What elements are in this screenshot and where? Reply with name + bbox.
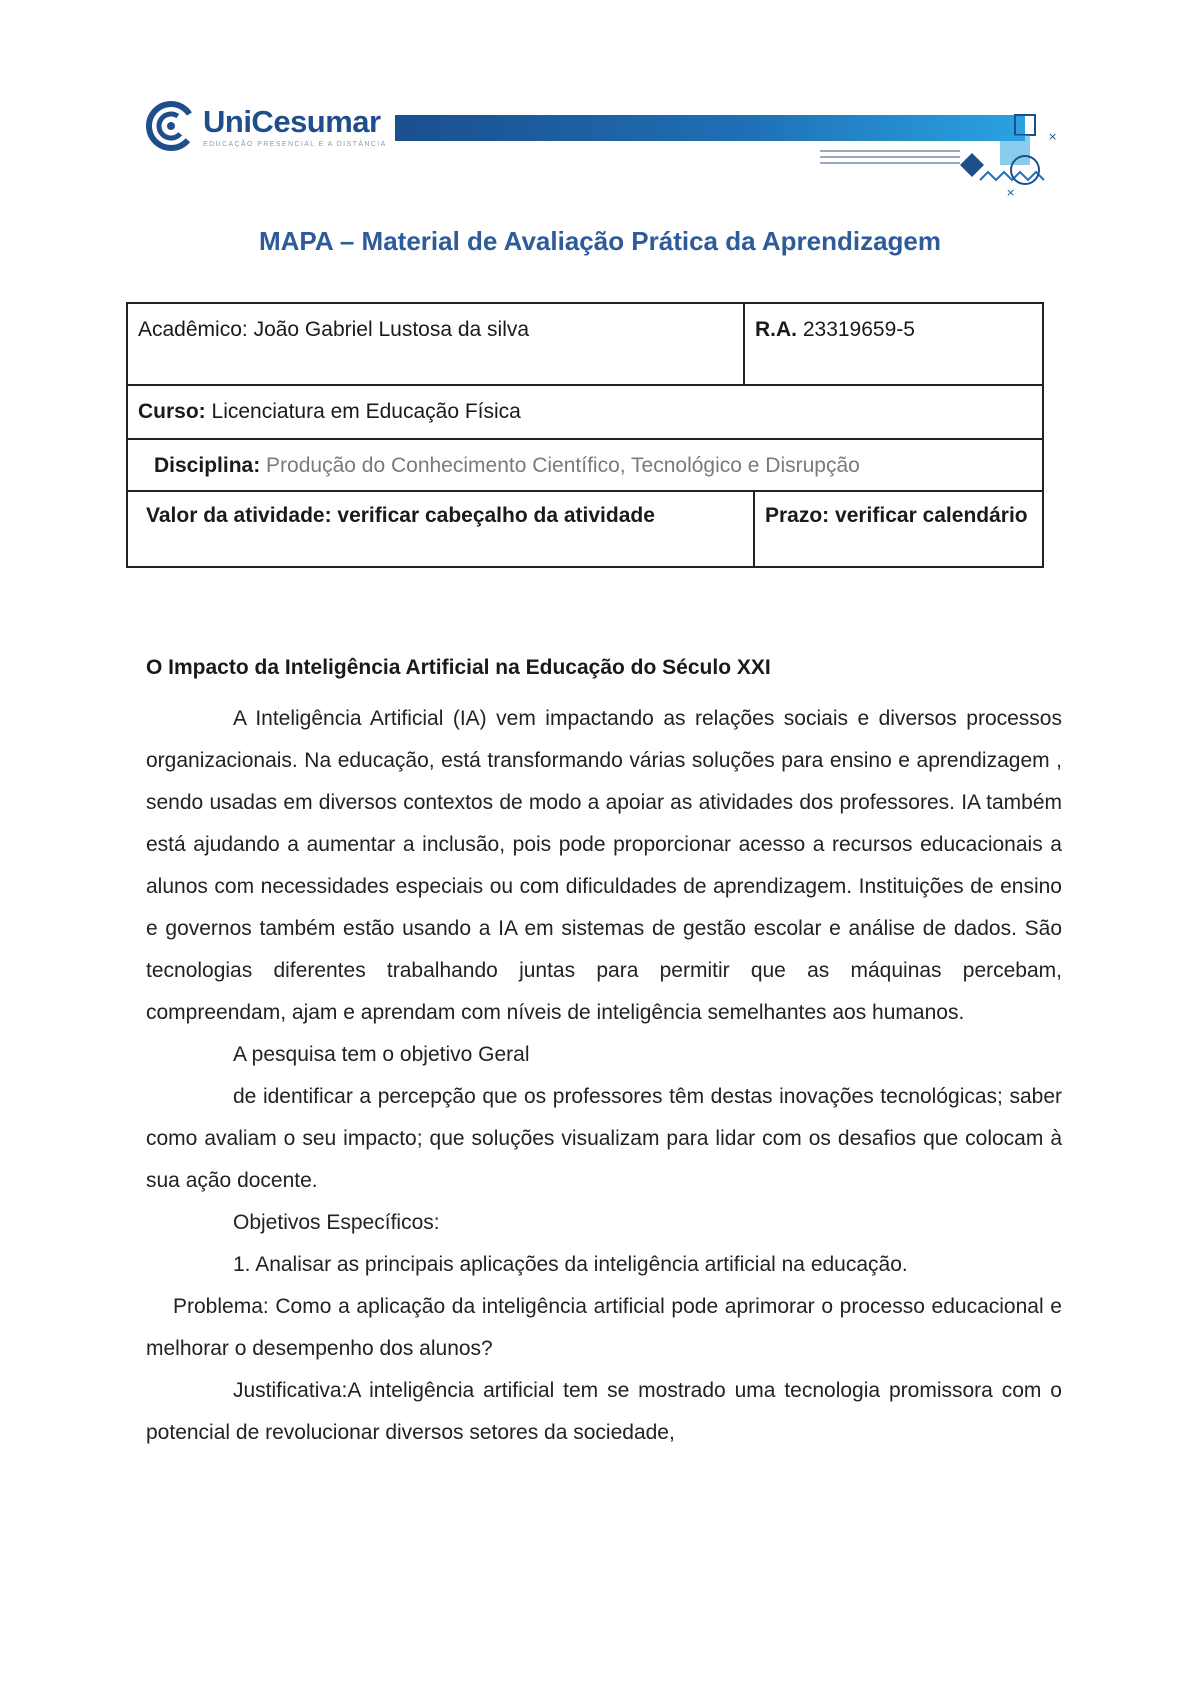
svg-text:×: × (1048, 130, 1058, 143)
document-body (146, 656, 1062, 1454)
valor-cell: Valor da atividade: verificar cabeçalho da atividade (128, 492, 755, 566)
curso-cell (128, 386, 531, 438)
ra-value: 23319659-5 (802, 318, 915, 341)
intro-paragraph: A Inteligência Artificial (IA) vem impactando as relações sociais e diversos processos organizacionais. Na educação, está transformando várias soluções para ensino e aprendizagem , sendo usadas em diversos contextos de modo a apoiar as atividades dos professores. IA também está ajudando a aumentar a inclusão, pois pode proporcionar acesso a recursos educacionais a alunos com necessidades especiais ou com dificuldades de aprendizagem. Instituições de ensino e governos também estão usando a IA em sistemas de gestão escolar e análise de dados. São tecnologias diferentes trabalhando juntas para permitir que as máquinas percebam, compreendam, ajam e aprendam com níveis de inteligência semelhantes aos humanos. (146, 707, 1062, 1024)
svg-text:×: × (1006, 186, 1016, 199)
student-info-table (126, 302, 1044, 568)
objetivo-item-1: 1. Analisar as principais aplicações da inteligência artificial na educação. (233, 1253, 908, 1276)
justificativa-paragraph: Justificativa:A inteligência artificial tem se mostrado uma tecnologia promissora com o potencial de revolucionar diversos setores da sociedade, (146, 1379, 1062, 1444)
disciplina-value: Produção do Conhecimento Científico, Tecnológico e Disrupção (266, 454, 860, 477)
academico-cell (128, 304, 745, 384)
ra-label: R.A. (755, 318, 797, 341)
section-heading: O Impacto da Inteligência Artificial na Educação do Século XXI (146, 656, 771, 679)
header-decoration-graphic (660, 100, 1070, 200)
objetivos-especificos-label: Objetivos Específicos: (233, 1211, 440, 1234)
document-header (140, 100, 1070, 200)
info-row-valor-prazo (128, 492, 1042, 566)
document-title: MAPA – Material de Avaliação Prática da Aprendizagem (258, 226, 941, 256)
objetivo-geral-text: de identificar a percepção que os professores têm destas inovações tecnológicas; saber como avaliam o seu impacto; que soluções visualizam para lidar com os desafios que colocam à sua ação docente. (146, 1085, 1062, 1192)
problema-paragraph: Problema: Como a aplicação da inteligência artificial pode aprimorar o processo educacional e melhorar o desempenho dos alunos? (146, 1295, 1062, 1360)
brand-tagline: EDUCAÇÃO PRESENCIAL E A DISTÂNCIA (203, 140, 387, 148)
objetivo-geral-label: A pesquisa tem o objetivo Geral (233, 1043, 530, 1066)
curso-value: Licenciatura em Educação Física (211, 400, 521, 423)
info-row-disciplina (128, 440, 1042, 492)
unicesumar-logo (145, 100, 387, 152)
info-row-curso (128, 386, 1042, 440)
curso-label: Curso: (138, 400, 206, 423)
info-row-academico (128, 304, 1042, 386)
disciplina-label: Disciplina: (154, 454, 261, 477)
disciplina-cell (128, 440, 870, 490)
brand-name: UniCesumar (203, 103, 381, 139)
academico-label: Acadêmico: (138, 318, 248, 341)
prazo-cell: Prazo: verificar calendário (765, 504, 1028, 527)
academico-value: João Gabriel Lustosa da silva (253, 318, 530, 341)
unicesumar-logo-icon (145, 100, 197, 152)
ra-cell (745, 304, 1042, 384)
